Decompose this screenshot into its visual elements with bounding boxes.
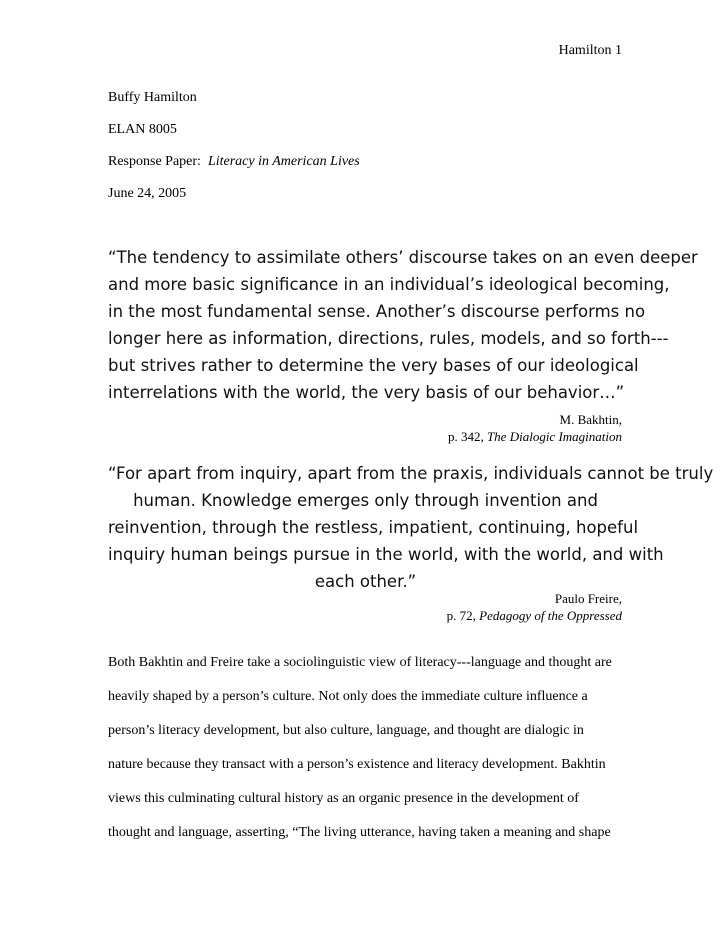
course-code: ELAN 8005 (108, 122, 177, 137)
paper-title-prefix: Response Paper: (108, 154, 201, 169)
author-name: Buffy Hamilton (108, 90, 197, 105)
paper-title-italic: Literacy in American Lives (207, 154, 360, 169)
quote-line: interrelations with the world, the very basis of our behavior…” (108, 383, 625, 402)
body-line: thought and language, asserting, “The living utterance, having taken a meaning and shape (108, 825, 611, 840)
body-line: Both Bakhtin and Freire take a sociolinguistic view of literacy---language and thought are (108, 655, 612, 670)
quote-line: “The tendency to assimilate others’ discourse takes on an even deeper (108, 248, 698, 267)
body-line: heavily shaped by a person’s culture. Not only does the immediate culture influence a (108, 689, 588, 704)
citation-work: The Dialogic Imagination (486, 429, 622, 444)
quote-line: but strives rather to determine the very bases of our ideological (108, 356, 639, 375)
body-line: views this culminating cultural history as an organic presence in the development of (108, 791, 579, 806)
citation-page: p. 72, (446, 608, 476, 623)
freire-quote (108, 460, 714, 595)
quote-line: longer here as information, directions, rules, models, and so forth--- (108, 329, 669, 348)
body-line: nature because they transact with a person’s existence and literacy development. Bakhtin (108, 757, 606, 772)
quote-line: each other.” (314, 572, 417, 591)
body-line: person’s literacy development, but also culture, language, and thought are dialogic in (108, 723, 584, 738)
citation-source (447, 607, 622, 624)
quote-line: and more basic significance in an individual’s ideological becoming, (108, 275, 670, 294)
quote-line: in the most fundamental sense. Another’s discourse performs no (108, 302, 646, 321)
bakhtin-citation (448, 411, 622, 445)
paper-title (108, 154, 360, 170)
citation-page: p. 342, (447, 429, 484, 444)
freire-citation (447, 590, 622, 624)
quote-line: reinvention, through the restless, impatient, continuing, hopeful (108, 518, 639, 537)
citation-work: Pedagogy of the Oppressed (479, 608, 622, 623)
paper-date: June 24, 2005 (108, 186, 187, 201)
quote-line: “For apart from inquiry, apart from the praxis, individuals cannot be truly (108, 464, 714, 483)
quote-line: inquiry human beings pursue in the world, with the world, and with (108, 545, 664, 564)
citation-source (448, 428, 622, 445)
bakhtin-quote (108, 244, 698, 406)
quote-line: human. Knowledge emerges only through invention and (133, 491, 598, 510)
citation-author: M. Bakhtin, (559, 412, 622, 427)
page-header-number: Hamilton 1 (558, 43, 622, 58)
citation-author: Paulo Freire, (554, 591, 622, 606)
